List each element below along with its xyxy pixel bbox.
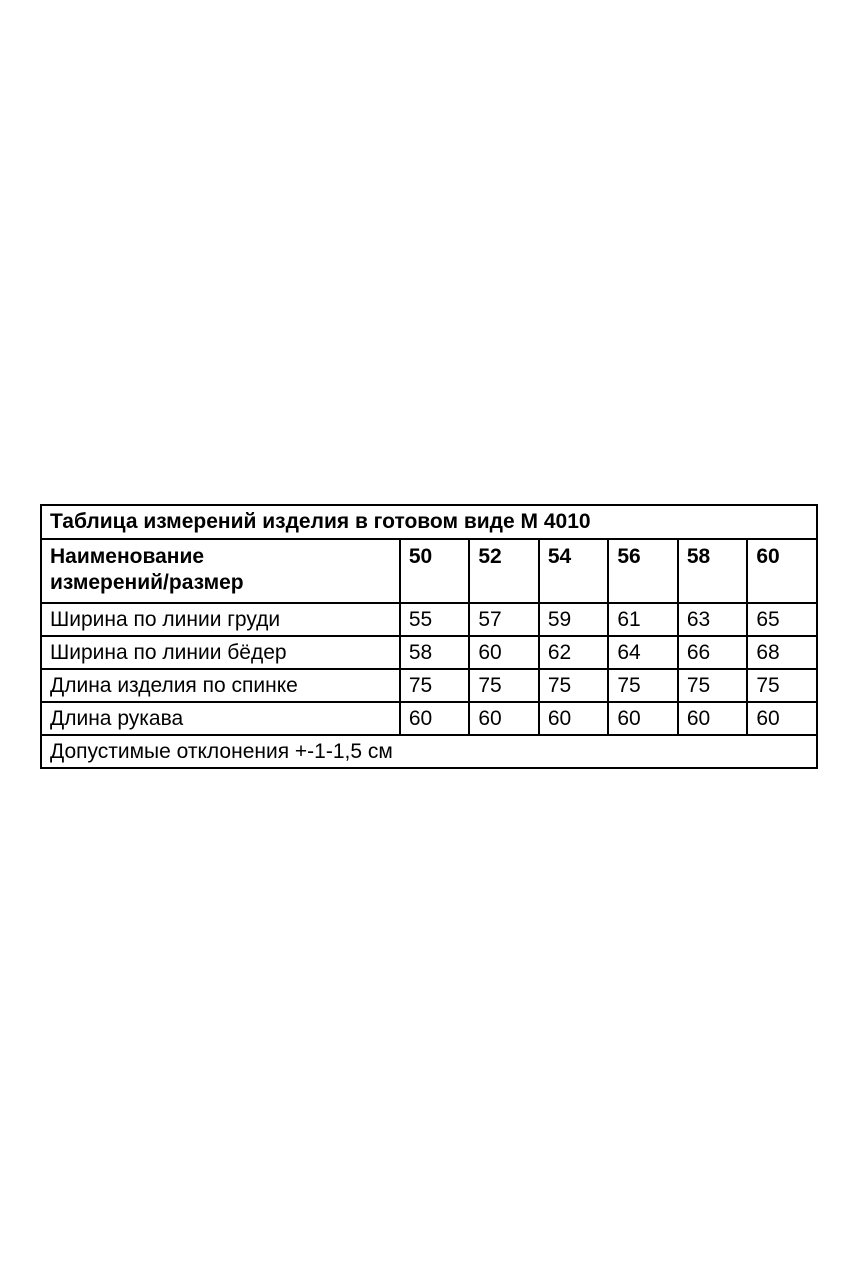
row-label: Длина изделия по спинке — [41, 669, 400, 702]
row-label: Ширина по линии груди — [41, 603, 400, 636]
row-value: 75 — [678, 669, 748, 702]
table-row — [41, 603, 817, 636]
tolerance-note: Допустимые отклонения +-1-1,5 см — [41, 735, 817, 768]
size-header: 50 — [400, 539, 470, 603]
size-header: 56 — [608, 539, 678, 603]
row-value: 60 — [539, 702, 609, 735]
table-row — [41, 669, 817, 702]
row-value: 75 — [539, 669, 609, 702]
header-name-cell — [41, 539, 400, 603]
size-header: 58 — [678, 539, 748, 603]
row-value: 75 — [469, 669, 539, 702]
row-value: 58 — [400, 636, 470, 669]
header-name-line2: измерений/размер — [50, 571, 244, 594]
table-row — [41, 636, 817, 669]
row-value: 68 — [747, 636, 817, 669]
size-header: 52 — [469, 539, 539, 603]
row-value: 60 — [678, 702, 748, 735]
row-value: 64 — [608, 636, 678, 669]
row-value: 60 — [747, 702, 817, 735]
measurements-table — [40, 504, 818, 769]
row-label: Длина рукава — [41, 702, 400, 735]
note-row — [41, 735, 817, 768]
row-value: 59 — [539, 603, 609, 636]
size-header: 60 — [747, 539, 817, 603]
row-value: 57 — [469, 603, 539, 636]
table-row — [41, 702, 817, 735]
size-header: 54 — [539, 539, 609, 603]
row-label: Ширина по линии бёдер — [41, 636, 400, 669]
title-row — [41, 505, 817, 539]
row-value: 75 — [400, 669, 470, 702]
header-row — [41, 539, 817, 603]
row-value: 60 — [469, 636, 539, 669]
row-value: 75 — [608, 669, 678, 702]
row-value: 55 — [400, 603, 470, 636]
row-value: 75 — [747, 669, 817, 702]
row-value: 60 — [400, 702, 470, 735]
header-name-line1: Наименование — [50, 545, 205, 568]
row-value: 62 — [539, 636, 609, 669]
row-value: 63 — [678, 603, 748, 636]
row-value: 65 — [747, 603, 817, 636]
row-value: 61 — [608, 603, 678, 636]
table-title: Таблица измерений изделия в готовом виде М 4010 — [41, 505, 817, 539]
row-value: 66 — [678, 636, 748, 669]
row-value: 60 — [469, 702, 539, 735]
row-value: 60 — [608, 702, 678, 735]
